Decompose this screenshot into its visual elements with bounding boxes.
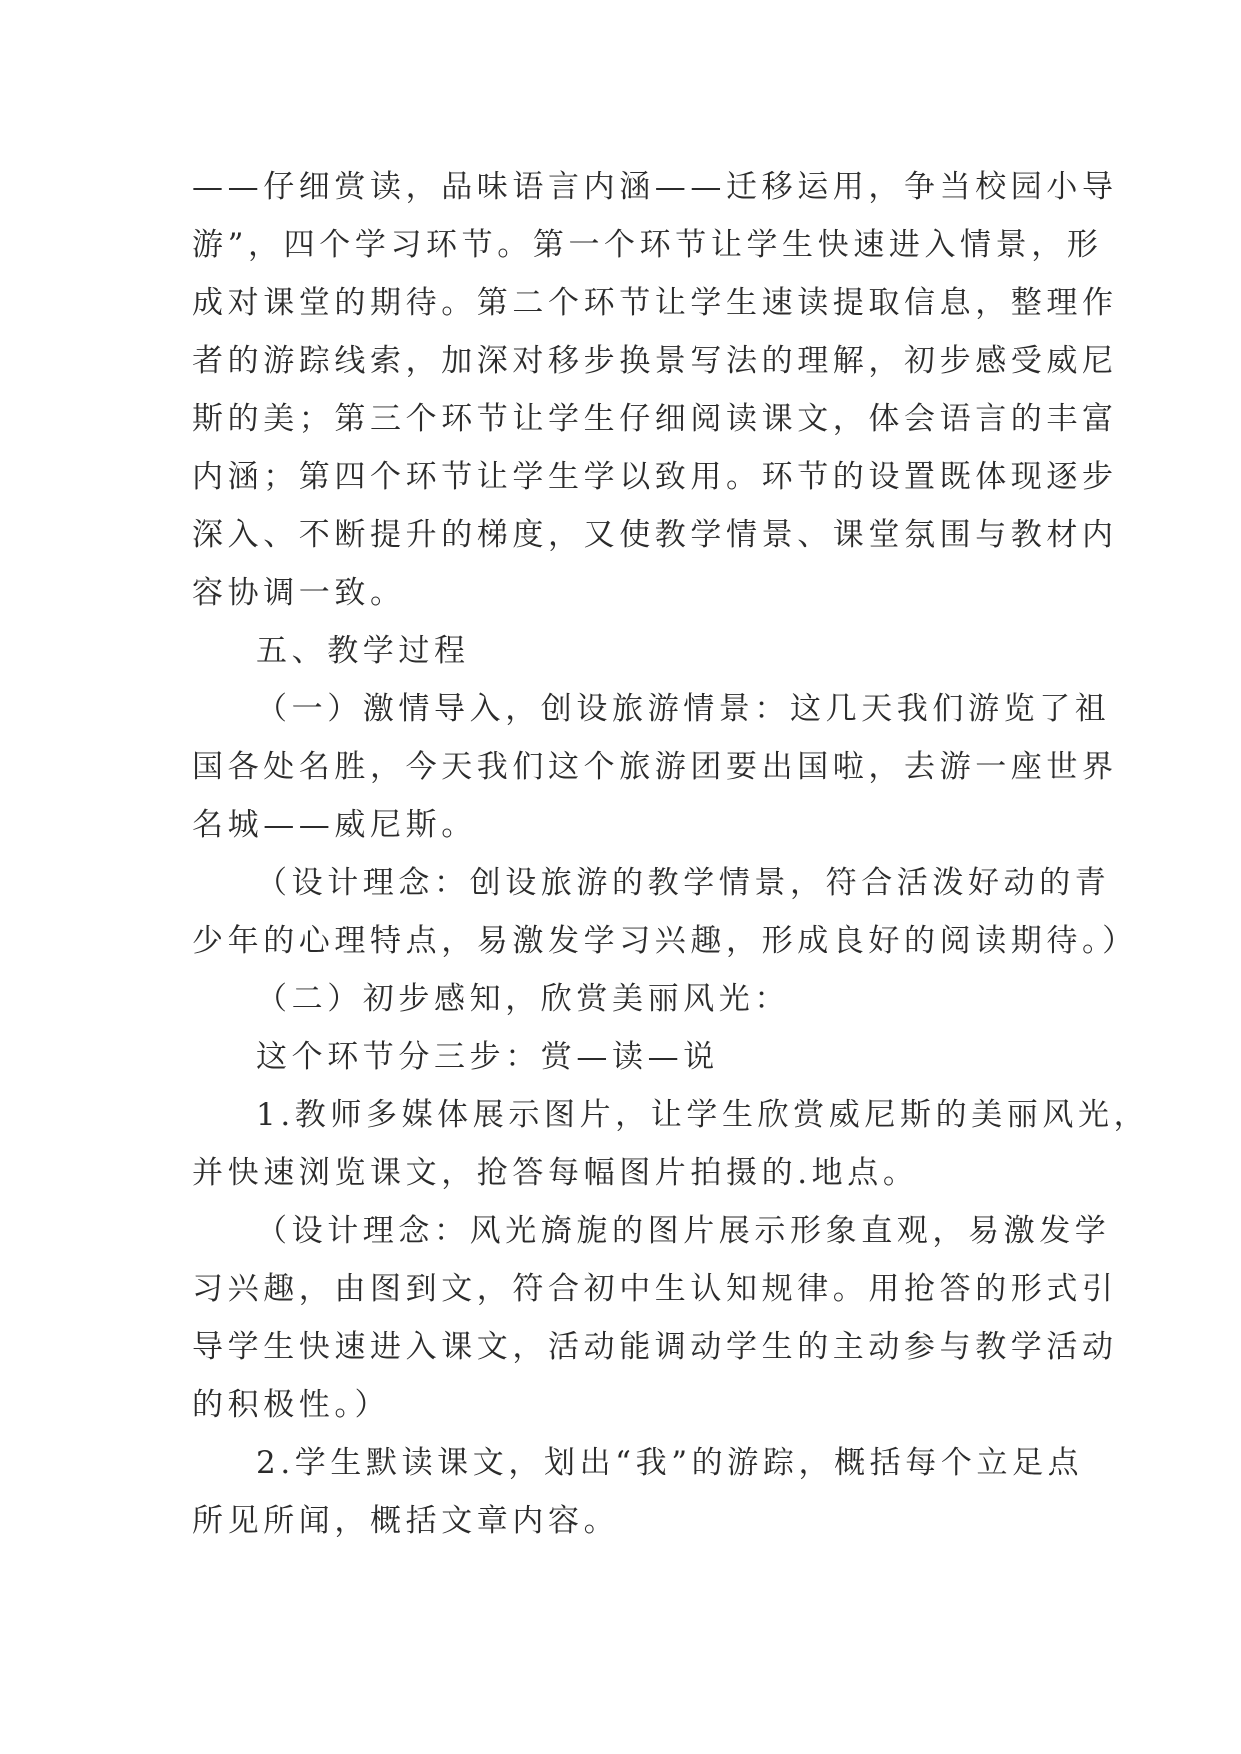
- text-line: 内涵；第四个环节让学生学以致用。环节的设置既体现逐步: [192, 459, 1118, 495]
- text-line: 少年的心理特点，易激发学习兴趣，形成良好的阅读期待。）: [192, 923, 1138, 959]
- text-line: 1.教师多媒体展示图片，让学生欣赏威尼斯的美丽风光，: [256, 1097, 1150, 1133]
- text-line: （一）激情导入，创设旅游情景：这几天我们游览了祖: [256, 691, 1111, 727]
- text-line: （设计理念：创设旅游的教学情景，符合活泼好动的青: [256, 865, 1111, 901]
- text-line: 深入、不断提升的梯度，又使教学情景、课堂氛围与教材内: [192, 517, 1118, 553]
- text-line: 成对课堂的期待。第二个环节让学生速读提取信息，整理作: [192, 285, 1118, 321]
- text-line: ——仔细赏读，品味语言内涵——迁移运用，争当校园小导: [192, 169, 1118, 205]
- subsection-heading: （二）初步感知，欣赏美丽风光：: [256, 981, 790, 1017]
- text-line: 容协调一致。: [192, 575, 406, 611]
- text-line: 导学生快速进入课文，活动能调动学生的主动参与教学活动: [192, 1329, 1118, 1365]
- text-line: 国各处名胜，今天我们这个旅游团要出国啦，去游一座世界: [192, 749, 1118, 785]
- section-heading: 五、教学过程: [256, 633, 470, 669]
- text-line: 所见所闻，概括文章内容。: [192, 1503, 620, 1539]
- text-line: （设计理念：风光旖旎的图片展示形象直观，易激发学: [256, 1213, 1111, 1249]
- text-line: 并快速浏览课文，抢答每幅图片拍摄的.地点。: [192, 1155, 919, 1191]
- text-line: 名城——威尼斯。: [192, 807, 477, 843]
- text-line: 这个环节分三步：赏—读—说: [256, 1039, 719, 1075]
- text-line: 习兴趣，由图到文，符合初中生认知规律。用抢答的形式引: [192, 1271, 1118, 1307]
- text-line: 斯的美；第三个环节让学生仔细阅读课文，体会语言的丰富: [192, 401, 1118, 437]
- text-line: 游”，四个学习环节。第一个环节让学生快速进入情景，形: [192, 227, 1103, 263]
- text-line: 的积极性。）: [192, 1387, 391, 1423]
- text-line: 2.学生默读课文，划出“我”的游踪，概括每个立足点: [256, 1445, 1084, 1481]
- text-line: 者的游踪线索，加深对移步换景写法的理解，初步感受威尼: [192, 343, 1118, 379]
